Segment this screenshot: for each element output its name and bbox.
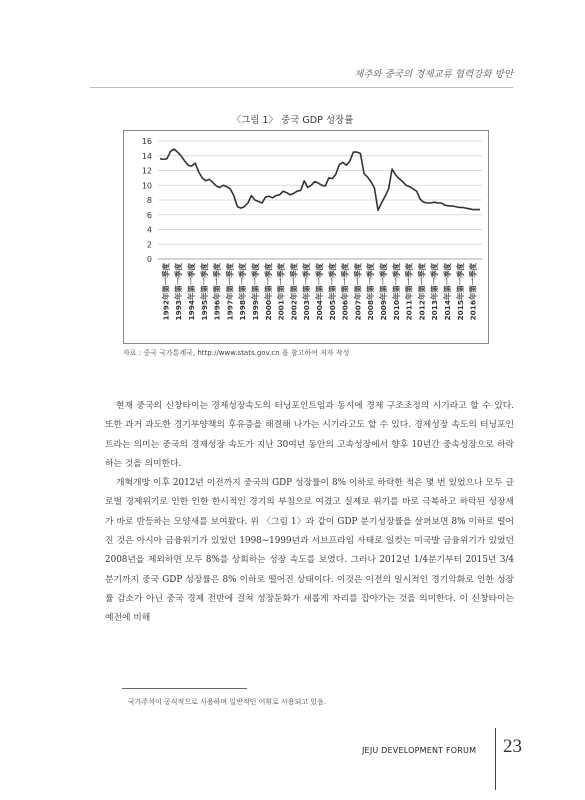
x-tick-label: 2016年第一季度	[468, 263, 478, 321]
x-tick-label: 1992年第一季度	[161, 263, 171, 321]
y-tick-label: 8	[146, 196, 152, 205]
x-tick-label: 2004年第一季度	[315, 263, 324, 321]
x-tick-label: 1993年第一季度	[174, 263, 184, 321]
body-text	[105, 397, 514, 629]
y-tick-label: 10	[141, 181, 152, 191]
paragraph-1: 현재 중국의 신창타이는 경제성장속도의 터닝포인트임과 동시에 경제 구조조정의 시기라고 할 수 있다. 또한 과거 과도한 경기부양책의 후유증을 해결해 나가는 시기라고도 할 수 있다. 경제성장 속도의 터닝포인트라는 의미는 중국의 경제성장 속도가 지난 30여년 동안의 고속성장에서 향후 10년간 중속성장으로 하락하는 것을 의미한다.	[105, 401, 514, 469]
y-tick-label: 4	[146, 225, 152, 235]
page-number: 23	[503, 736, 522, 757]
paragraph-2: 개혁개방 이후 2012년 이전까지 중국의 GDP 성장률이 8% 이하로 하락한 적은 몇 번 있었으나 모두 글로벌 경제위기로 인한 인한 한시적인 경기의 부침으로 여겼고 실제로 위기를 바로 극복하고 하락된 성장세가 바로 반등하는 모양새를 보여왔다. 위 〈그림 1〉과 같이 GDP 분기성장률을 살펴보면 8% 이하로 떨어진 것은 아시아 금융위기가 있었던 1998~1999년과 서브프라임 사태로 일컷는 미국발 금융위기가 있었던 2008년을 제외하면 모두 8%를 상회하는 성장 속도를 보였다. 그러나 2012년 1/4분기부터 2015년 3/4분기까지 중국 GDP 성장률은 8% 이하로 떨어진 상태이다. 이것은 이전의 일시적인 경기악화로 인한 성장률 감소가 아닌 중국 경제 전반에 걸쳐 성장둔화가 새롭게 자리를 잡아가는 것을 의미한다. 이 신창타이는 예전에 비해	[105, 478, 514, 624]
y-tick-label: 14	[141, 151, 152, 161]
x-tick-label: 2015年第一季度	[455, 263, 465, 321]
x-tick-label: 2012年第一季度	[417, 263, 427, 321]
figure-source: 자료 : 중국 국가통계국, http://www.stats.gov.cn 을 참고하여 저자 작성	[123, 349, 350, 357]
y-tick-label: 6	[146, 210, 152, 220]
x-tick-label: 2000年第一季度	[263, 263, 273, 321]
x-tick-label: 2001年第一季度	[276, 263, 286, 321]
x-tick-label: 1998年第一季度	[238, 263, 248, 321]
x-tick-label: 2006年第一季度	[340, 263, 350, 321]
x-tick-label: 1995年第一季度	[199, 263, 209, 321]
figure-caption: 〈그림 1〉 중국 GDP 성장률	[231, 115, 354, 126]
x-tick-label: 1999年第一季度	[251, 263, 260, 321]
footer-rule	[495, 728, 496, 790]
x-tick-label: 2005年第一季度	[327, 263, 337, 321]
y-tick-label: 2	[146, 240, 152, 250]
x-tick-label: 2014年第一季度	[443, 263, 452, 321]
x-tick-label: 2008年第一季度	[366, 263, 376, 321]
x-tick-label: 2011年第一季度	[404, 263, 414, 321]
x-tick-label: 2002年第一季度	[289, 263, 299, 321]
gdp-chart	[123, 130, 489, 344]
x-tick-label: 2003年第一季度	[302, 263, 312, 321]
x-tick-label: 2007年第一季度	[353, 263, 363, 321]
gdp-chart-svg	[124, 131, 488, 343]
footer-publication: JEJU DEVELOPMENT FORUM	[362, 746, 477, 755]
header-rule	[90, 87, 513, 88]
x-tick-label: 2013年第一季度	[430, 263, 440, 321]
gdp-growth-series-line	[160, 149, 480, 210]
y-tick-label: 12	[141, 166, 152, 176]
x-tick-label: 1996年第一季度	[212, 263, 222, 321]
x-tick-label: 1994年第一季度	[187, 263, 196, 321]
x-tick-label: 1997年第一季度	[225, 263, 235, 321]
x-tick-label: 2009年第一季度	[379, 263, 388, 321]
x-tick-label: 2010年第一季度	[391, 263, 401, 321]
footnote: 국가주석이 공식적으로 사용하며 일반적인 어휘로 사용되고 있음.	[128, 698, 327, 706]
running-header: 제주와 중국의 경제교류 협력강화 방안	[354, 69, 513, 80]
y-tick-label: 16	[141, 137, 152, 146]
footnote-rule	[122, 688, 247, 689]
y-tick-label: 0	[146, 255, 152, 264]
